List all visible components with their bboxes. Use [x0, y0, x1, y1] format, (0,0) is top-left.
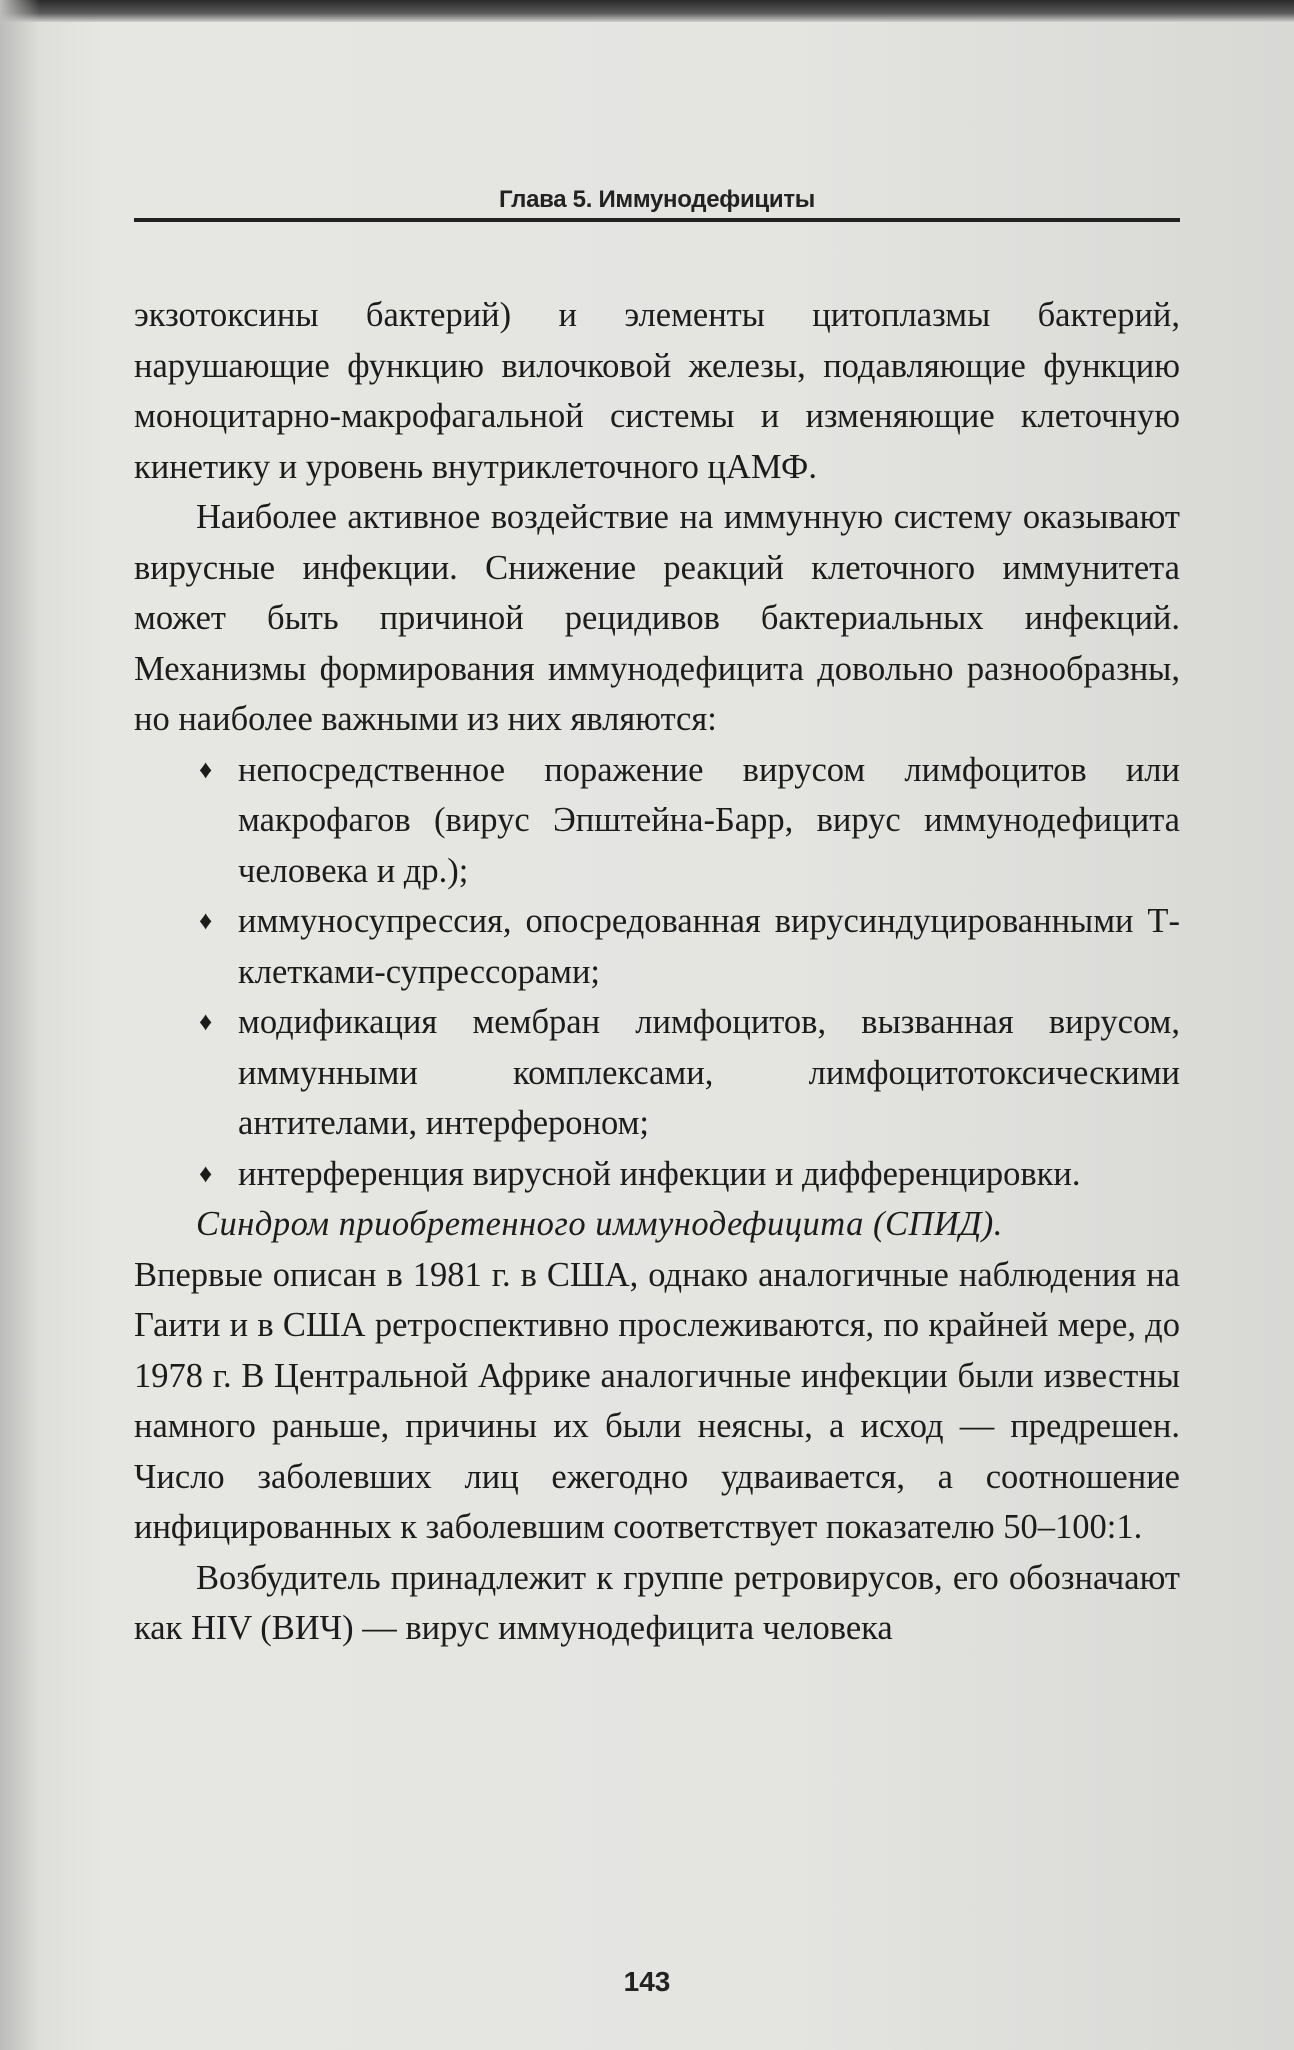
paragraph-2: Наиболее активное воздействие на иммунную систему оказывают вирусные инфекции. Снижение реакций клеточного иммунитета может быть причиной рецидивов бактериальных инфекций. Механизмы формирования иммунодефицита довольно разнообразны, но наиболее важными из них являются:: [134, 498, 1180, 738]
paragraph-1: экзотоксины бактерий) и элементы цитоплазмы бактерий, нарушающие функцию вилочковой железы, подавляющие функцию моноцитарно-макрофагальной системы и изменяющие клеточную кинетику и уровень внутриклеточного цАМФ.: [134, 296, 1180, 486]
page-left-shadow: [0, 0, 40, 2050]
list-item-text: интерференция вирусной инфекции и дифференцировки.: [238, 1154, 1081, 1193]
list-item-text: иммуносупрессия, опосредованная вирусиндуцированными Т-клетками-супрессорами;: [238, 902, 1180, 991]
page-top-edge: [0, 0, 1294, 22]
diamond-bullet-icon: ♦: [199, 1158, 213, 1188]
diamond-bullet-icon: ♦: [199, 754, 213, 784]
list-item-text: модификация мембран лимфоцитов, вызванная вирусом, иммунными комплексами, лимфоцитотоксическими антителами, интерфероном;: [238, 1003, 1180, 1142]
diamond-bullet-icon: ♦: [199, 906, 213, 935]
header-rule: [134, 218, 1180, 222]
running-head: Глава 5. Иммунодефициты: [499, 186, 815, 213]
list-item: [134, 896, 1180, 997]
list-item: [134, 745, 1180, 897]
body-text: [134, 290, 1180, 1654]
aids-description: Впервые описан в 1981 г. в США, однако аналогичные наблюдения на Гаити и в США ретроспективно прослеживаются, по крайней мере, до 1978 г. В Центральной Африке аналогичные инфекции были известны намного раньше, причины их были неясны, а исход — предрешен. Число заболевших лиц ежегодно удваивается, а соотношение инфицированных к заболевшим соответствует показателю 50–100:1.: [134, 1255, 1180, 1546]
list-item-text: непосредственное поражение вирусом лимфоцитов или макрофагов (вирус Эпштейна-Барр, вирус иммунодефицита человека и др.);: [238, 750, 1180, 890]
list-item: [134, 1149, 1180, 1200]
list-item: [134, 997, 1180, 1149]
aids-term: Синдром приобретенного иммунодефицита (СПИД).: [196, 1205, 1003, 1243]
paragraph-4: Возбудитель принадлежит к группе ретровирусов, его обозначают как HIV (ВИЧ) — вирус иммунодефицита человека: [134, 1558, 1180, 1647]
diamond-bullet-icon: ♦: [199, 1007, 213, 1036]
page-number: 143: [623, 1966, 671, 1997]
paragraph-aids: [134, 1199, 1180, 1553]
mechanism-list: [134, 745, 1180, 1200]
